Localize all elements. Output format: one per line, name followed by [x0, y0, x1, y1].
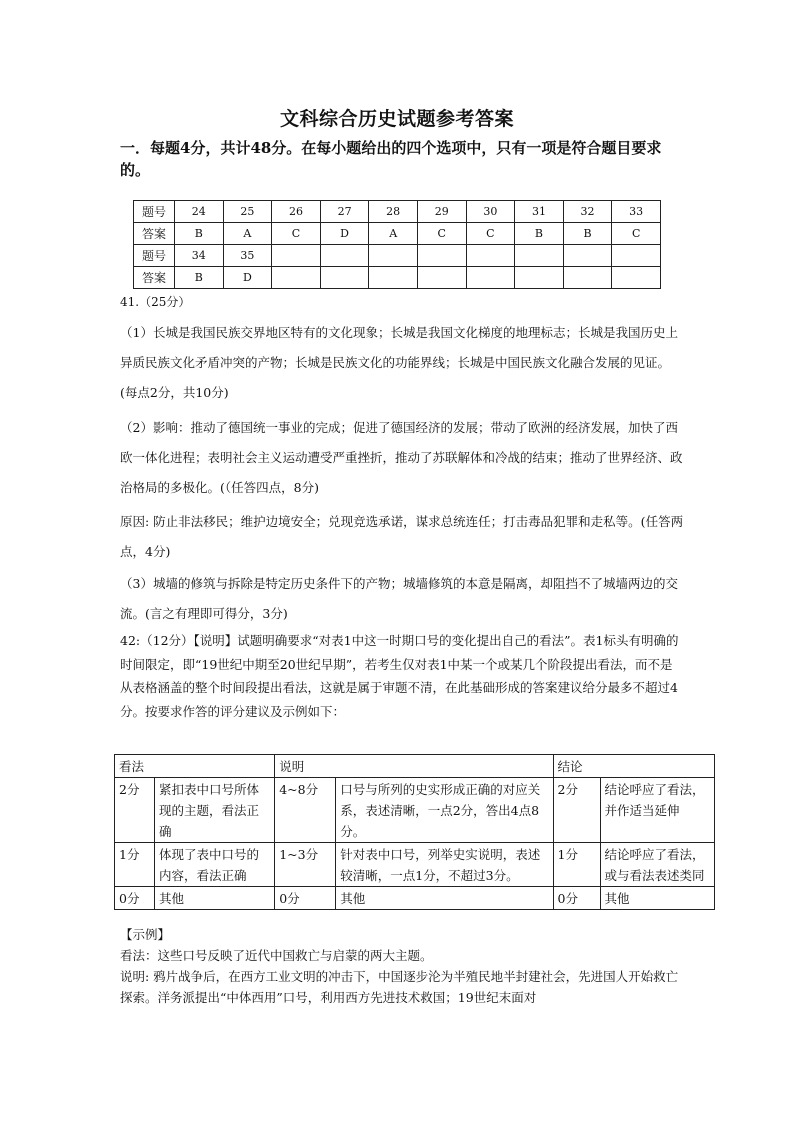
table-row	[134, 201, 661, 223]
table-cell: 30	[466, 201, 515, 223]
score-cell: 0分	[275, 887, 336, 910]
table-cell: 25	[223, 201, 272, 223]
table-cell: B	[515, 223, 564, 245]
table-cell	[612, 245, 661, 267]
table-row	[134, 267, 661, 289]
table-cell: C	[612, 223, 661, 245]
q41-part3: （3）城墙的修筑与拆除是特定历史条件下的产物；城墙修筑的本意是隔离，却阻挡不了城墙两边的交流。(言之有理即可得分，3分)	[120, 576, 678, 621]
table-cell	[515, 245, 564, 267]
criteria-cell: 针对表中口号，列举史实说明，表述较清晰，一点1分，不超过3分。	[336, 843, 553, 887]
table-row	[115, 755, 715, 778]
table-cell	[320, 267, 369, 289]
table-cell: 24	[175, 201, 224, 223]
criteria-cell: 结论呼应了看法，并作适当延伸	[600, 778, 714, 843]
page-title: 文科综合历史试题参考答案	[279, 108, 514, 130]
table-cell	[612, 267, 661, 289]
table-cell: C	[417, 223, 466, 245]
q41-heading: 41.（25分）	[120, 295, 191, 309]
rubric-table	[114, 754, 715, 910]
criteria-cell: 紧扣表中口号所体现的主题，看法正确	[155, 778, 275, 843]
table-cell	[272, 267, 321, 289]
table-cell	[515, 267, 564, 289]
table-cell: C	[272, 223, 321, 245]
table-cell: B	[175, 223, 224, 245]
table-cell-label: 题号	[134, 245, 175, 267]
table-cell	[466, 267, 515, 289]
criteria-cell: 体现了表中口号的内容，看法正确	[155, 843, 275, 887]
table-cell-label: 答案	[134, 267, 175, 289]
example-heading: 【示例】	[120, 927, 171, 942]
table-cell	[369, 245, 418, 267]
rubric-header-explain: 说明	[275, 755, 553, 778]
score-cell: 0分	[115, 887, 155, 910]
table-cell-label: 答案	[134, 223, 175, 245]
table-cell: B	[563, 223, 612, 245]
q42-instructions: 42:（12分）【说明】试题明确要求“对表1中这一时期口号的变化提出自己的看法”。表1标头有明确的时间限定，即“19世纪中期至20世纪早期”，若考生仅对表1中某一个或某几个阶段提出看法，而不是从表格涵盖的整个时间段提出看法，这就是属于审题不清，在此基础形成的答案建议给分最多不超过4分。按要求作答的评分建议及示例如下：	[120, 633, 679, 719]
table-row	[115, 887, 715, 910]
answer-table	[133, 200, 661, 289]
score-cell: 0分	[553, 887, 600, 910]
table-cell	[563, 267, 612, 289]
table-cell	[563, 245, 612, 267]
table-row	[134, 223, 661, 245]
q41-reasons: 原因: 防止非法移民；维护边境安全；兑现竞选承诺，谋求总统连任；打击毒品犯罪和走私等。(任答两点，4分)	[120, 514, 684, 559]
table-cell: B	[175, 267, 224, 289]
criteria-cell: 其他	[336, 887, 553, 910]
score-cell: 1分	[553, 843, 600, 887]
q41-part2: （2）影响：推动了德国统一事业的完成；促进了德国经济的发展；带动了欧洲的经济发展，加快了西欧一体化进程；表明社会主义运动遭受严重挫折，推动了苏联解体和冷战的结束；推动了世界经济、政治格局的多极化。(（任答四点，8分)	[120, 420, 683, 495]
table-cell: 31	[515, 201, 564, 223]
table-cell: 27	[320, 201, 369, 223]
table-cell: 33	[612, 201, 661, 223]
rubric-header-conclusion: 结论	[553, 755, 714, 778]
table-cell	[417, 245, 466, 267]
rubric-header-view: 看法	[115, 755, 275, 778]
table-row	[115, 778, 715, 843]
table-cell-label: 题号	[134, 201, 175, 223]
table-cell: 34	[175, 245, 224, 267]
table-cell	[466, 245, 515, 267]
table-row	[134, 245, 661, 267]
table-cell: D	[223, 267, 272, 289]
table-cell: 35	[223, 245, 272, 267]
score-cell: 4~8分	[275, 778, 336, 843]
table-cell: C	[466, 223, 515, 245]
score-cell: 2分	[115, 778, 155, 843]
criteria-cell: 其他	[155, 887, 275, 910]
table-cell: 28	[369, 201, 418, 223]
criteria-cell: 口号与所列的史实形成正确的对应关系，表述清晰，一点2分，答出4点8分。	[336, 778, 553, 843]
section-heading: 一．每题4分，共计48分。在每小题给出的四个选项中，只有一项是符合题目要求的。	[120, 139, 662, 179]
example-explanation: 说明: 鸦片战争后，在西方工业文明的冲击下，中国逐步沦为半殖民地半封建社会，先进国人开始救亡探索。洋务派提出“中体西用”口号，利用西方先进技术救国；19世纪末面对	[120, 969, 679, 1005]
table-cell: A	[369, 223, 418, 245]
table-cell: A	[223, 223, 272, 245]
table-row	[115, 843, 715, 887]
table-cell	[369, 267, 418, 289]
criteria-cell: 结论呼应了看法，或与看法表述类同	[600, 843, 714, 887]
table-cell	[417, 267, 466, 289]
q41-part1: （1）长城是我国民族交界地区特有的文化现象；长城是我国文化梯度的地理标志；长城是我国历史上异质民族文化矛盾冲突的产物；长城是民族文化的功能界线；长城是中国民族文化融合发展的见证。(每点2分，共10分)	[120, 325, 678, 400]
table-cell: D	[320, 223, 369, 245]
table-cell: 32	[563, 201, 612, 223]
table-cell: 26	[272, 201, 321, 223]
score-cell: 1~3分	[275, 843, 336, 887]
score-cell: 1分	[115, 843, 155, 887]
table-cell	[272, 245, 321, 267]
example-view: 看法：这些口号反映了近代中国救亡与启蒙的两大主题。	[120, 948, 433, 963]
criteria-cell: 其他	[600, 887, 714, 910]
table-cell: 29	[417, 201, 466, 223]
table-cell	[320, 245, 369, 267]
score-cell: 2分	[553, 778, 600, 843]
